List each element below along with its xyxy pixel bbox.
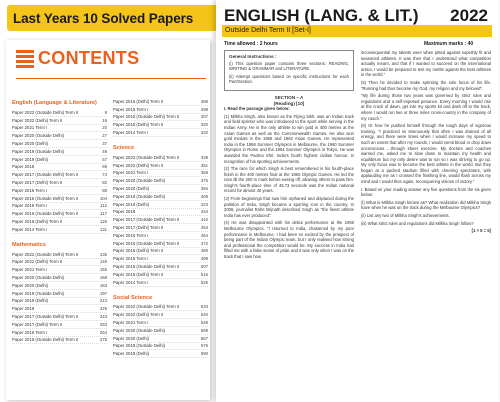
passage-paragraph: (3) From beginnings that saw him orphaned and displaced during the partition of India, Singh became a sporting icon in the country. In 2008, journalist Rohit Brijnath described Singh as "the finest athlete India has ever produced". bbox=[224, 196, 354, 218]
toc-entry[interactable] bbox=[12, 117, 107, 125]
toc-entry[interactable] bbox=[12, 210, 107, 218]
toc-entry-page: 453 bbox=[200, 225, 208, 231]
toc-entry-page: 307 bbox=[200, 114, 208, 120]
toc-entry[interactable] bbox=[12, 179, 107, 187]
contents-section-heading: Science bbox=[113, 144, 135, 151]
toc-entry-label: Paper 2015 (Delhi) Term II bbox=[113, 271, 164, 277]
toc-entry-page: 135 bbox=[99, 251, 107, 257]
toc-entry[interactable] bbox=[113, 98, 208, 106]
toc-entry[interactable] bbox=[113, 263, 208, 271]
toc-entry[interactable] bbox=[113, 311, 208, 319]
toc-entry-page: 49 bbox=[102, 148, 107, 154]
toc-entry-label: Paper 2019 (Delhi) bbox=[113, 201, 150, 207]
toc-entry-page: 286 bbox=[200, 98, 208, 104]
toc-entry-page: 126 bbox=[99, 219, 107, 225]
toc-entry[interactable] bbox=[113, 271, 208, 279]
time-allowed: Time allowed : 2 hours bbox=[224, 41, 278, 47]
instruction-item: (ii) Attempt questions based on specific instructions for each Part/Section. bbox=[229, 73, 349, 85]
toc-entry[interactable] bbox=[12, 171, 107, 179]
toc-entry-label: Paper 2016 Term I bbox=[113, 232, 149, 238]
toc-entry-page: 320 bbox=[200, 122, 208, 128]
toc-entry[interactable] bbox=[113, 170, 208, 178]
toc-entry[interactable] bbox=[113, 216, 208, 224]
toc-entry[interactable] bbox=[12, 148, 107, 156]
toc-entry-label: Paper 2022 (Outside Delhi) Term II bbox=[113, 154, 180, 160]
toc-entry[interactable] bbox=[113, 201, 208, 209]
toc-entry-page: 197 bbox=[99, 290, 107, 296]
toc-entry-page: 88 bbox=[102, 187, 107, 193]
toc-entry-label: Paper 2016 (Delhi) Term II bbox=[113, 98, 164, 104]
banner-title: Last Years 10 Solved Papers bbox=[7, 5, 247, 31]
toc-entry-label: Paper 2015 (Outside Delhi) Term II bbox=[113, 264, 180, 270]
maximum-marks: Maximum marks : 40 bbox=[424, 41, 474, 47]
toc-entry-page: 423 bbox=[200, 201, 208, 207]
toc-entry-page: 27 bbox=[102, 133, 107, 139]
toc-entry-page: 548 bbox=[200, 320, 208, 326]
toc-entry-label: Paper 2019 (Outside Delhi) bbox=[113, 193, 166, 199]
toc-entry-label: Paper 2018 bbox=[113, 209, 136, 215]
toc-entry-page: 68 bbox=[102, 164, 107, 170]
toc-entry-page: 155 bbox=[99, 267, 107, 273]
toc-entry-label: Paper 2019 (Outside Delhi) bbox=[12, 290, 65, 296]
toc-entry-page: 20 bbox=[102, 125, 107, 131]
toc-entry-label: Paper 2017 (Outside Delhi) Term II bbox=[113, 217, 180, 223]
toc-entry-page: 16 bbox=[102, 117, 107, 123]
passage-paragraph: I. Based on your reading answer any five questions from the six given below: bbox=[361, 186, 491, 198]
toc-entry[interactable] bbox=[12, 187, 107, 195]
toc-entry-page: 540 bbox=[200, 312, 208, 318]
passage-paragraph: (2) The race for which Singh is best remembered is his fourth-place finish in the 400 metres final at the 1960 Olympic Games. He led the race till the 200 m mark before easing off, allowing others to pass him. Singh's fourth-place time of 45.73 seconds was the Indian national record for almost 40 years. bbox=[224, 166, 354, 194]
toc-entry-label: Paper 2017 (Delhi) Term II bbox=[113, 225, 164, 231]
toc-entry-page: 117 bbox=[100, 211, 107, 217]
toc-entry-label: Paper 2015 Term I bbox=[113, 106, 149, 112]
passage-right bbox=[361, 50, 491, 226]
contents-bars-icon bbox=[16, 50, 34, 68]
toc-entry-label: Paper 2022 (Delhi) Term II bbox=[113, 162, 164, 168]
toc-entry-page: 275 bbox=[99, 337, 107, 343]
contents-header bbox=[16, 48, 139, 69]
toc-entry[interactable] bbox=[113, 209, 208, 217]
toc-entry-page: 339 bbox=[200, 154, 208, 160]
toc-entry-page: 131 bbox=[99, 226, 107, 232]
toc-entry[interactable] bbox=[12, 298, 107, 306]
toc-entry-label: Paper 2020 (Outside Delhi) bbox=[12, 133, 65, 139]
toc-entry-label: Paper 2017 (Delhi) Term II bbox=[12, 180, 63, 186]
passage-paragraph: "My life during those two years was governed by strict rules and regulations and a self-imposed penance. Every morning I would rise at the crack of dawn, get into my sports kit and dash off to the track, where I would run two or three miles cross-country in the company of my coach." bbox=[361, 93, 491, 121]
toc-entry[interactable] bbox=[12, 266, 107, 274]
toc-entry-page: 82 bbox=[102, 180, 107, 186]
toc-entry-page: 213 bbox=[99, 298, 107, 304]
toc-entry-label: Paper 2020 (Delhi) bbox=[12, 282, 49, 288]
passage-left bbox=[224, 114, 354, 260]
toc-entry[interactable] bbox=[113, 279, 208, 287]
toc-entry-label: Paper 2018 bbox=[12, 306, 35, 312]
toc-entry-page: 264 bbox=[99, 329, 107, 335]
toc-entry-page: 533 bbox=[200, 304, 208, 310]
toc-entry-label: Paper 2019 (Delhi) bbox=[12, 298, 49, 304]
contents-title: CONTENTS bbox=[38, 48, 140, 68]
instructions-title: General Instructions : bbox=[229, 54, 277, 59]
toc-entry-label: Paper 2017 (Outside Delhi) Term II bbox=[12, 172, 79, 178]
toc-entry-page: 464 bbox=[200, 232, 208, 238]
toc-entry[interactable] bbox=[12, 274, 107, 282]
toc-entry[interactable] bbox=[113, 335, 208, 343]
toc-entry-label: Paper 2022 (Outside Delhi) Term II bbox=[12, 251, 79, 257]
toc-entry[interactable] bbox=[12, 218, 107, 226]
toc-entry-page: 332 bbox=[200, 130, 208, 136]
toc-entry-page: 37 bbox=[102, 141, 107, 147]
toc-entry-label: Paper 2016 (Delhi) Term II bbox=[113, 248, 164, 254]
toc-entry[interactable] bbox=[113, 304, 208, 312]
toc-entry-page: 442 bbox=[200, 217, 208, 223]
toc-entry-label: Paper 2016 Term I bbox=[12, 203, 48, 209]
toc-entry-label: Paper 2017 (Outside Delhi) Term II bbox=[12, 314, 79, 320]
toc-entry[interactable] bbox=[113, 343, 208, 351]
toc-entry[interactable] bbox=[12, 132, 107, 140]
toc-entry-label: Paper 2016 Term I bbox=[12, 187, 48, 193]
toc-entry-label: Paper 2021 Term I bbox=[12, 125, 48, 131]
toc-entry[interactable] bbox=[113, 232, 208, 240]
toc-entry-page: 253 bbox=[99, 321, 107, 327]
passage-paragraph: (5) Then he decided to make sprinting the sole focus of his life. "Running had thus become my God, my religion and my beloved". bbox=[361, 79, 491, 91]
contents-section-heading: Mathematics bbox=[12, 241, 46, 248]
contents-left-column bbox=[12, 98, 107, 344]
toc-entry[interactable] bbox=[113, 350, 208, 358]
toc-entry-page: 359 bbox=[200, 170, 208, 176]
toc-entry[interactable] bbox=[113, 185, 208, 193]
toc-entry-label: Paper 2020 (Outside Delhi) bbox=[12, 275, 65, 281]
question-title: I. Read the passage given below: bbox=[224, 106, 290, 112]
section-subtitle: (Reading) [10] bbox=[273, 100, 305, 106]
toc-entry[interactable] bbox=[12, 337, 107, 345]
toc-entry[interactable] bbox=[113, 240, 208, 248]
toc-entry-page: 590 bbox=[200, 351, 208, 357]
toc-entry-label: Paper 2021 Term I bbox=[113, 170, 149, 176]
toc-entry[interactable] bbox=[113, 154, 208, 162]
marks-note: [1 × 5 = 5] bbox=[471, 228, 491, 234]
toc-entry-page: 146 bbox=[99, 259, 107, 265]
toc-entry[interactable] bbox=[113, 129, 208, 137]
toc-entry[interactable] bbox=[12, 251, 107, 259]
passage-paragraph: inconsequential my talents were when pitted against superbly fit and seasoned athletes. It was then that I understood what competition actually meant, and that if I wanted to succeed on the international arena, I would be prepared to test my mettle against the best athletes in the world." bbox=[361, 50, 491, 78]
toc-entry-label: Paper 2020 (Outside Delhi) bbox=[113, 178, 166, 184]
toc-entry[interactable] bbox=[113, 177, 208, 185]
toc-entry-page: 57 bbox=[102, 156, 107, 162]
toc-entry-page: 183 bbox=[99, 282, 107, 288]
toc-entry-label: Paper 2016 (Outside Delhi) Term II bbox=[12, 211, 79, 217]
paper-title: ENGLISH (LANG. & LIT.) bbox=[224, 6, 419, 25]
passage-paragraph: (iii) What strict rules and regulations did Milkha Singh follow? bbox=[361, 220, 474, 226]
paper-year: 2022 bbox=[450, 6, 488, 25]
passage-paragraph: (4) He was disappointed with his debut performance at the 1956 Melbourne Olympics. "I returned to India, chastened by my poor performance in Melbourne. I had been so excited by the prospect of being part of the Indian Olympic team, but I only realised how strong and professional the competition would be. My success in India had filled me with a false sense of pride and it was only when I was on the track that I saw how bbox=[224, 220, 354, 259]
toc-entry-page: 243 bbox=[99, 314, 107, 320]
toc-entry[interactable] bbox=[12, 259, 107, 267]
toc-entry-page: 472 bbox=[200, 240, 208, 246]
toc-entry-page: 525 bbox=[200, 279, 208, 285]
toc-entry[interactable] bbox=[113, 319, 208, 327]
toc-entry-page: 567 bbox=[200, 335, 208, 341]
toc-entry[interactable] bbox=[113, 255, 208, 263]
toc-entry-page: 112 bbox=[100, 203, 107, 209]
passage-paragraph: (6) Or how he pushed himself through the tough days of vigorous training. "I practiced so strenuously that often I was drained of all energy, and there were times when I would increase my speed to such an extent that after my rounds, I would vomit blood or drop down unconscious ...through sheer exercise. My doctors and coaches warned me, asked me to slow down to maintain my health and equilibrium but my only desire was to run so I was striving to go up. My only focus was to become the best athlete in the world. But they began at a packed stadium filled with cheering spectators, with applauding me as I crossed the finishing line, would flash across my mind and I would then again, reconquering visions of victory." bbox=[361, 123, 491, 185]
contents-page bbox=[6, 40, 210, 400]
toc-entry-label: Paper 2016 (Outside Delhi) Term II bbox=[12, 337, 79, 343]
toc-entry-label: Paper 2016 (Outside Delhi) Term II bbox=[12, 195, 79, 201]
toc-entry[interactable] bbox=[12, 321, 107, 329]
toc-entry-page: 576 bbox=[200, 343, 208, 349]
passage-paragraph: (1) Milkha Singh, also known as the Flying Sikh, was an Indian track and field sprinter who was introduced to the sport while serving in the Indian Army. He is the only athlete to win gold in 400 metres at the Asian Games as well as the Commonwealth Games. He also won gold medals in the 1958 and 1962 Asian Games. He represented India in the 1956 Summer Olympics in Melbourne, the 1960 Summer Olympics in Rome and the 1964 Summer Olympics in Tokyo. He was awarded the Padma Shri, India's fourth highest civilian honour, in recognition of his sporting achievements. bbox=[224, 113, 354, 164]
passage-paragraph: (i) What is Milkha Singh known as? What realization did Milkha Singh have when he was on the track during the Melbourne Olympics? bbox=[361, 199, 491, 211]
toc-entry-page: 229 bbox=[99, 306, 107, 312]
general-instructions-box bbox=[224, 50, 354, 91]
toc-entry-page: 516 bbox=[200, 271, 208, 277]
toc-entry-page: 480 bbox=[200, 248, 208, 254]
toc-entry-label: Paper 2020 (Delhi) bbox=[113, 186, 150, 192]
section-title: SECTION – A bbox=[274, 94, 304, 100]
toc-entry-label: Paper 2014 Term I bbox=[113, 130, 149, 136]
toc-entry-label: Paper 2016 (Delhi) Term II bbox=[12, 219, 63, 225]
toc-entry[interactable] bbox=[12, 125, 107, 133]
passage-paragraph: (ii) List any two of Milkha Singh's achievements. bbox=[361, 213, 450, 219]
toc-entry-page: 499 bbox=[200, 256, 208, 262]
toc-entry-label: Paper 2015 Term I bbox=[113, 256, 149, 262]
toc-entry-label: Paper 2020 (Outside Delhi) bbox=[113, 327, 166, 333]
toc-entry-label: Paper 2022 (Delhi) Term II bbox=[12, 117, 63, 123]
toc-entry-label: Paper 2019 (Delhi) bbox=[113, 351, 150, 357]
toc-entry-label: Paper 2018 bbox=[12, 164, 35, 170]
contents-divider bbox=[16, 78, 206, 79]
contents-section-heading: English (Language & Literature) bbox=[12, 100, 97, 106]
paper-right-column bbox=[361, 50, 491, 234]
toc-entry-page: 9 bbox=[104, 109, 107, 115]
toc-entry[interactable] bbox=[113, 248, 208, 256]
toc-entry-label: Paper 2020 (Delhi) bbox=[12, 141, 49, 147]
toc-entry[interactable] bbox=[12, 290, 107, 298]
toc-entry-label: Paper 2022 (Delhi) Term II bbox=[12, 259, 63, 265]
toc-entry-label: Paper 2015 (Outside Delhi) Term II bbox=[113, 114, 180, 120]
toc-entry-page: 507 bbox=[200, 264, 208, 270]
toc-entry-label: Paper 2019 (Delhi) bbox=[12, 156, 49, 162]
toc-entry-page: 375 bbox=[200, 178, 208, 184]
toc-entry-label: Paper 2015 (Delhi) Term II bbox=[113, 122, 164, 128]
toc-entry-label: Paper 2016 Term I bbox=[12, 329, 48, 335]
toc-entry-label: Paper 2022 (Outside Delhi) Term II bbox=[113, 304, 180, 310]
toc-entry[interactable] bbox=[113, 162, 208, 170]
toc-entry[interactable] bbox=[12, 156, 107, 164]
paper-subtitle: Outside Delhi Term II [Set-I] bbox=[222, 25, 492, 37]
toc-entry-label: Paper 2022 (Outside Delhi) Term II bbox=[12, 109, 79, 115]
toc-entry[interactable] bbox=[113, 121, 208, 129]
toc-entry-label: Paper 2014 Term I bbox=[12, 226, 48, 232]
toc-entry[interactable] bbox=[12, 329, 107, 337]
toc-entry[interactable] bbox=[113, 114, 208, 122]
toc-entry-page: 168 bbox=[99, 275, 107, 281]
toc-entry[interactable] bbox=[12, 140, 107, 148]
toc-entry-page: 104 bbox=[99, 195, 107, 201]
toc-entry-page: 434 bbox=[200, 209, 208, 215]
toc-entry[interactable] bbox=[113, 106, 208, 114]
toc-entry-label: Paper 2021 Term I bbox=[12, 267, 48, 273]
toc-entry[interactable] bbox=[12, 305, 107, 313]
toc-entry-label: Paper 2022 (Delhi) Term II bbox=[113, 312, 164, 318]
toc-entry-page: 409 bbox=[200, 193, 208, 199]
contents-right-column bbox=[113, 98, 208, 358]
toc-entry[interactable] bbox=[12, 109, 107, 117]
toc-entry-label: Paper 2019 (Outside Delhi) bbox=[12, 148, 65, 154]
toc-entry[interactable] bbox=[113, 327, 208, 335]
paper-left-column bbox=[224, 50, 354, 262]
toc-entry-label: Paper 2020 (Delhi) bbox=[113, 335, 150, 341]
toc-entry[interactable] bbox=[12, 164, 107, 172]
toc-entry[interactable] bbox=[12, 282, 107, 290]
toc-entry-page: 299 bbox=[200, 106, 208, 112]
toc-entry-label: Paper 2016 (Outside Delhi) Term II bbox=[113, 240, 180, 246]
toc-entry-label: Paper 2017 (Delhi) Term II bbox=[12, 321, 63, 327]
toc-entry-label: Paper 2019 (Outside Delhi) bbox=[113, 343, 166, 349]
toc-entry-label: Paper 2014 Term I bbox=[113, 279, 149, 285]
toc-entry[interactable] bbox=[12, 226, 107, 234]
toc-entry-page: 351 bbox=[200, 162, 208, 168]
contents-section-heading: Social Science bbox=[113, 294, 153, 301]
toc-entry[interactable] bbox=[113, 224, 208, 232]
toc-entry-page: 559 bbox=[200, 327, 208, 333]
instruction-item: (i) This question paper contains three sections: READING, WRITING & GRAMMAR and LITERATURE. bbox=[229, 60, 349, 72]
toc-entry[interactable] bbox=[12, 203, 107, 211]
toc-entry-page: 394 bbox=[200, 186, 208, 192]
toc-entry[interactable] bbox=[113, 193, 208, 201]
toc-entry[interactable] bbox=[12, 195, 107, 203]
toc-entry-label: Paper 2021 Term I bbox=[113, 320, 149, 326]
toc-entry[interactable] bbox=[12, 313, 107, 321]
paper-page bbox=[216, 0, 498, 402]
toc-entry-page: 74 bbox=[102, 172, 107, 178]
